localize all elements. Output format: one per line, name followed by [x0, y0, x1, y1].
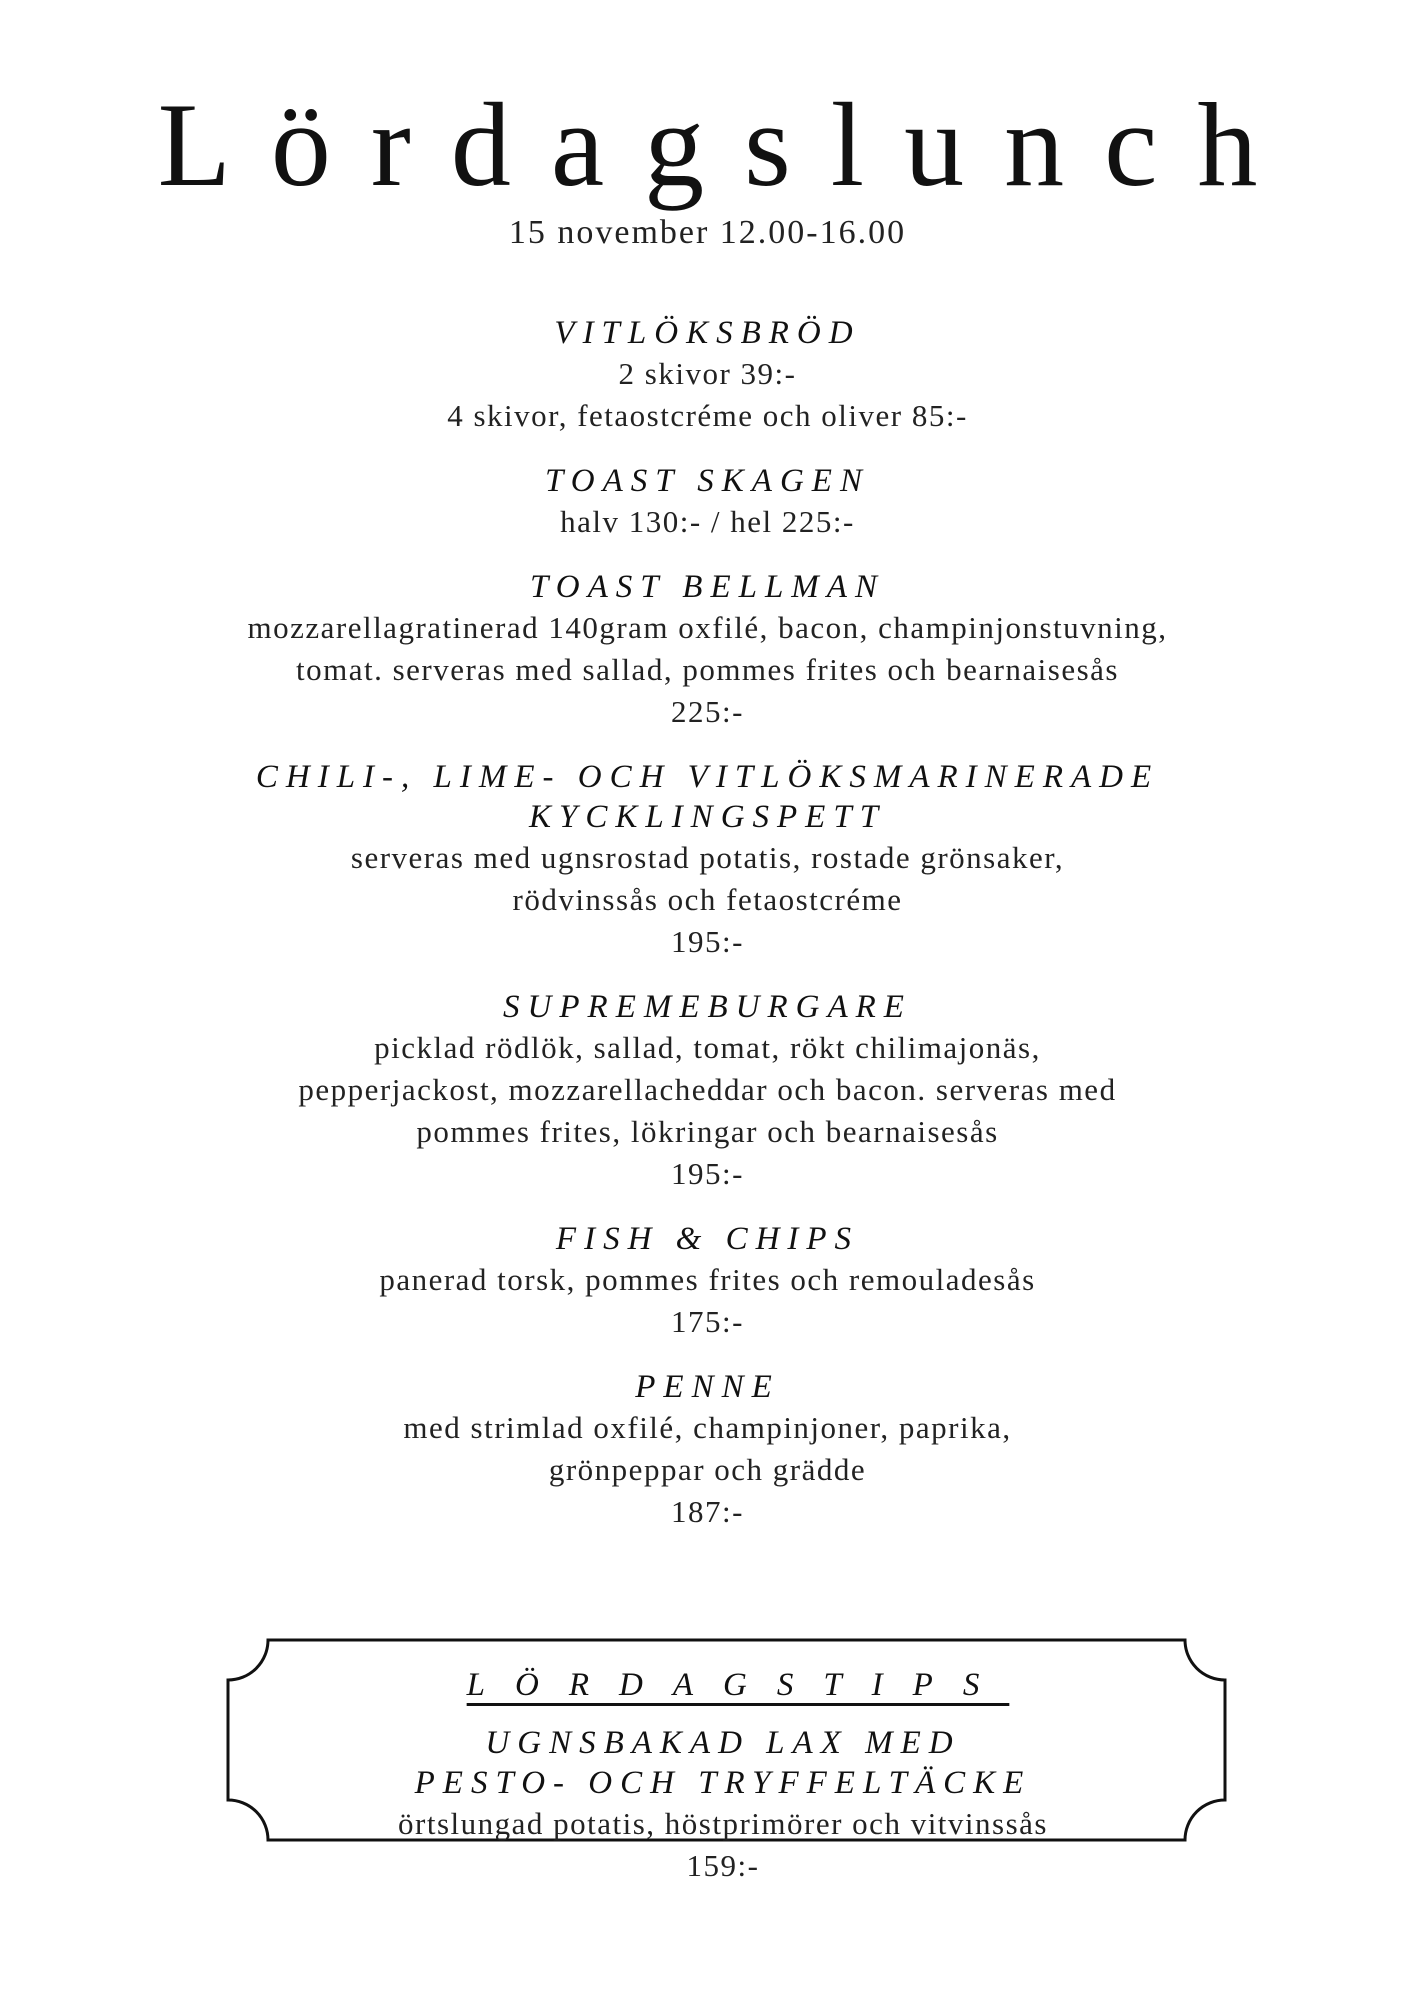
menu-item-price: 175:- [671, 1304, 744, 1339]
menu-item-price: 187:- [671, 1494, 744, 1529]
menu-item-line: pepperjackost, mozzarellacheddar och bacon. serveras med [298, 1072, 1117, 1107]
menu-item-price: 195:- [671, 924, 744, 959]
tips-heading: LÖRDAGSTIPS [466, 1667, 1010, 1703]
menu-item-price: 195:- [671, 1156, 744, 1191]
menu-item-name: TOAST SKAGEN [545, 463, 870, 499]
menu-item-line: tomat. serveras med sallad, pommes frites och bearnaisesås [295, 652, 1119, 687]
tips-dish-name-line-1: UGNSBAKAD LAX MED [485, 1725, 961, 1761]
menu-item-name: FISH & CHIPS [555, 1221, 860, 1257]
menu-item-line: mozzarellagratinerad 140gram oxfilé, bacon, champinjonstuvning, [247, 610, 1168, 645]
tips-dish-name-line-2: PESTO- OCH TRYFFELTÄCKE [414, 1765, 1032, 1801]
menu-item-line: rödvinssås och fetaostcréme [512, 882, 903, 917]
menu-item-name: PENNE [635, 1369, 780, 1405]
menu-item-line: halv 130:- / hel 225:- [560, 504, 855, 539]
page-title: Lördagslunch [157, 78, 1298, 211]
menu-item-line: panerad torsk, pommes frites och remouladesås [379, 1262, 1036, 1297]
menu-item-line: grönpeppar och grädde [548, 1452, 867, 1487]
menu-item-line: 4 skivor, fetaostcréme och oliver 85:- [447, 398, 968, 433]
menu-item-name: TOAST BELLMAN [530, 569, 885, 605]
menu-item-name: SUPREMEBURGARE [503, 989, 912, 1025]
menu-item-line: pommes frites, lökringar och bearnaisesås [416, 1114, 999, 1149]
menu-item-name: VITLÖKSBRÖD [554, 315, 861, 351]
menu-item-line: 2 skivor 39:- [618, 356, 797, 391]
menu-item-line: serveras med ugnsrostad potatis, rostade grönsaker, [350, 840, 1065, 875]
menu-item-line: med strimlad oxfilé, champinjoner, paprika, [403, 1410, 1012, 1445]
menu-item-price: 225:- [671, 694, 744, 729]
menu-item-name: CHILI-, LIME- OCH VITLÖKSMARINERADE KYCKLINGSPETT [255, 759, 1160, 835]
date-time-subtitle: 15 november 12.00-16.00 [508, 214, 907, 251]
tips-description: örtslungad potatis, höstprimörer och vitvinssås [398, 1806, 1048, 1841]
menu-item-line: picklad rödlök, sallad, tomat, rökt chilimajonäs, [374, 1030, 1041, 1065]
tips-price: 159:- [686, 1848, 760, 1883]
saturday-tip-box [218, 1663, 1228, 1887]
